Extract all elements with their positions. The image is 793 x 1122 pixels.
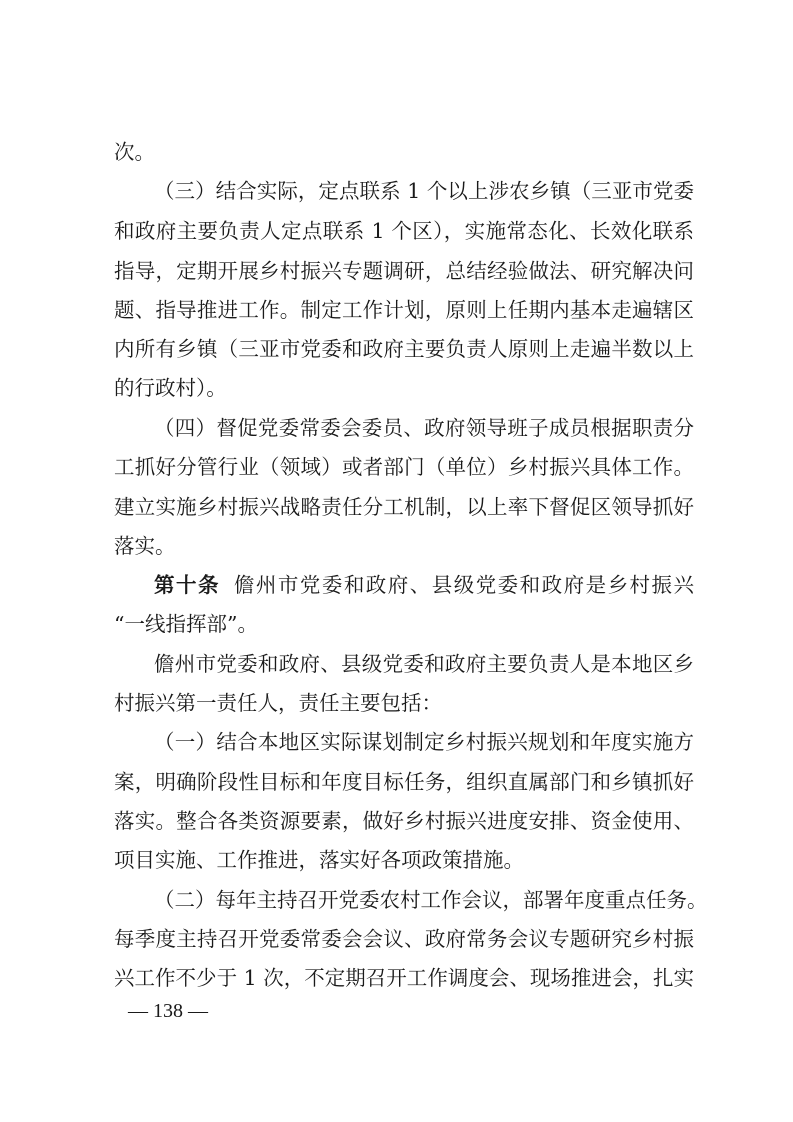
text-line: 建立实施乡村振兴战略责任分工机制，以上率下督促区领导抓好 bbox=[114, 495, 694, 519]
text-line: 内所有乡镇（三亚市党委和政府主要负责人原则上走遍半数以上 bbox=[114, 337, 694, 361]
text-line: 每季度主持召开党委常委会会议、政府常务会议专题研究乡村振 bbox=[114, 927, 694, 951]
text-line: （三）结合实际，定点联系 1 个以上涉农乡镇（三亚市党委 bbox=[154, 179, 694, 203]
text-line: （四）督促党委常委会委员、政府领导班子成员根据职责分 bbox=[154, 416, 694, 440]
text-line: 的行政村）。 bbox=[114, 376, 227, 400]
article-number: 第十条 bbox=[154, 573, 220, 597]
text-line: 指导，定期开展乡村振兴专题调研，总结经验做法、研究解决问 bbox=[114, 259, 694, 283]
text-line: 案，明确阶段性目标和年度目标任务，组织直属部门和乡镇抓好 bbox=[114, 770, 694, 794]
text-line: 落实。整合各类资源要素，做好乡村振兴进度安排、资金使用、 bbox=[114, 809, 694, 833]
text-line: 题、指导推进工作。制定工作计划，原则上任期内基本走遍辖区 bbox=[114, 298, 694, 322]
text-line: 项目实施、工作推进，落实好各项政策措施。 bbox=[114, 848, 524, 872]
text-line: “一线指挥部”。 bbox=[114, 612, 258, 636]
article-heading-line bbox=[154, 570, 694, 600]
text-line: 和政府主要负责人定点联系 1 个区），实施常态化、长效化联系 bbox=[114, 219, 694, 243]
text-line: 工抓好分管行业（领域）或者部门（单位）乡村振兴具体工作。 bbox=[114, 455, 694, 479]
text-line: 次。 bbox=[114, 140, 155, 164]
text-line: （二）每年主持召开党委农村工作会议，部署年度重点任务。 bbox=[154, 888, 708, 912]
text-line: 儋州市党委和政府、县级党委和政府主要负责人是本地区乡 bbox=[154, 652, 694, 676]
text-line: 兴工作不少于 1 次，不定期召开工作调度会、现场推进会，扎实 bbox=[114, 966, 694, 990]
text-line: （一）结合本地区实际谋划制定乡村振兴规划和年度实施方 bbox=[154, 730, 694, 754]
text-line: 村振兴第一责任人，责任主要包括： bbox=[114, 691, 442, 715]
text-line: 儋州市党委和政府、县级党委和政府是乡村振兴 bbox=[233, 573, 695, 597]
text-line: 落实。 bbox=[114, 534, 176, 558]
page-number: — 138 — bbox=[128, 1000, 208, 1022]
